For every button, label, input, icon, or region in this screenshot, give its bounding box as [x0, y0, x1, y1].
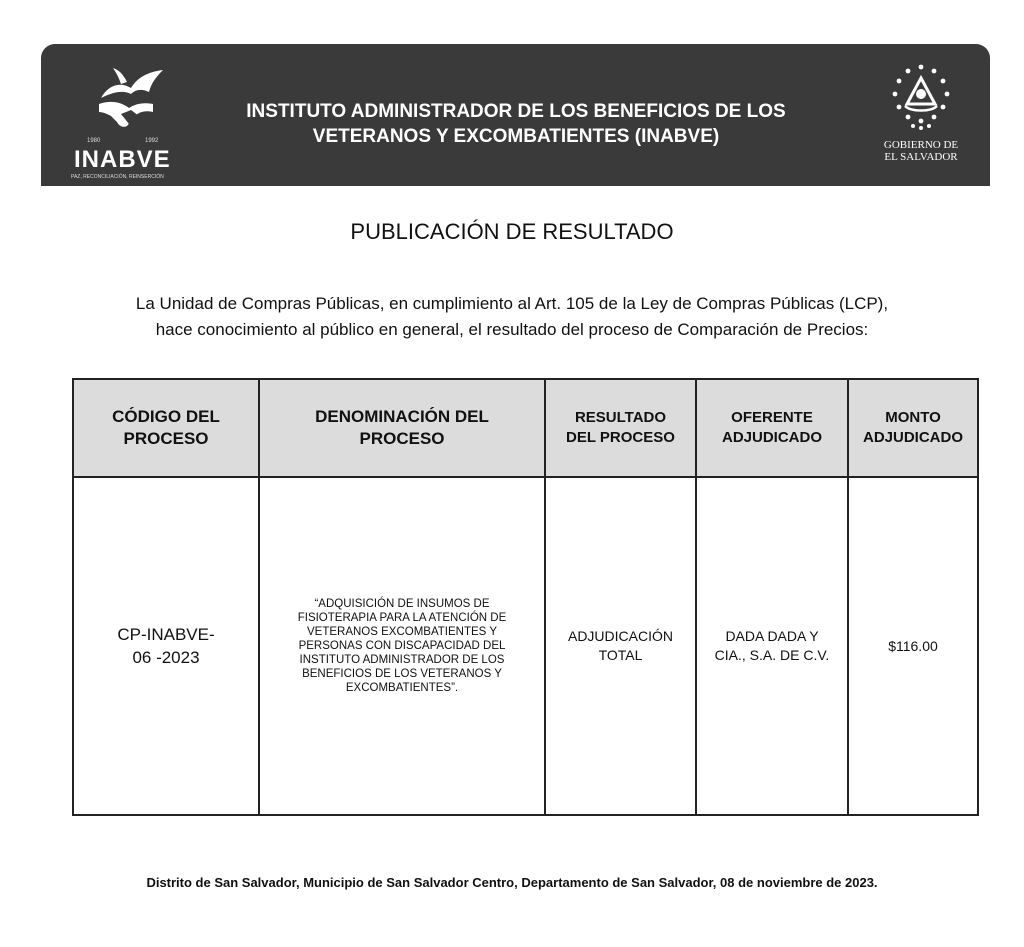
- intro-paragraph: [40, 291, 984, 343]
- cell-oferente: DADA DADA Y CIA., S.A. DE C.V.: [696, 477, 848, 815]
- institution-title: INSTITUTO ADMINISTRADOR DE LOS BENEFICIOS DE LOS VETERANOS Y EXCOMBATIENTES (INABVE): [246, 101, 786, 147]
- inabve-logo: [71, 60, 193, 180]
- cell-codigo: CP-INABVE- 06 -2023: [73, 477, 259, 815]
- cell-monto: $116.00: [848, 477, 978, 815]
- footer-location-date: Distrito de San Salvador, Municipio de San Salvador Centro, Departamento de San Salvador, 08 de noviembre de 2023.: [146, 875, 878, 890]
- logo-name: INABVE: [74, 146, 171, 173]
- col-codigo-header: CÓDIGO DEL PROCESO: [73, 379, 259, 477]
- coat-of-arms-icon: [881, 62, 961, 136]
- dove-handshake-icon: [91, 64, 171, 136]
- col-denominacion-header: DENOMINACIÓN DEL PROCESO: [259, 379, 545, 477]
- gov-line-2: EL SALVADOR: [884, 151, 958, 163]
- cell-denominacion: “ADQUISICIÓN DE INSUMOS DE FISIOTERAPIA PARA LA ATENCIÓN DE VETERANOS EXCOMBATIENTES Y PERSONAS CON DISCAPACIDAD DEL INSTITUTO ADMINISTRADOR DE LOS BENEFICIOS DE LOS VETERANOS Y EXCOMBATIENTES”.: [259, 477, 545, 815]
- cell-resultado: ADJUDICACIÓN TOTAL: [545, 477, 696, 815]
- col-oferente-header: OFERENTE ADJUDICADO: [696, 379, 848, 477]
- intro-line-2: hace conocimiento al público en general, el resultado del proceso de Comparación de Precios:: [155, 320, 869, 339]
- gobierno-logo: [871, 62, 971, 174]
- logo-tagline: PAZ, RECONCILIACIÓN, REINSERCIÓN: [71, 174, 164, 180]
- logo-year-end: 1992: [145, 138, 159, 144]
- intro-line-1: La Unidad de Compras Públicas, en cumplimiento al Art. 105 de la Ley de Compras Públicas (LCP),: [135, 294, 889, 313]
- table-row: [73, 477, 978, 815]
- logo-year-start: 1980: [87, 138, 101, 144]
- document-title: PUBLICACIÓN DE RESULTADO: [350, 219, 674, 244]
- col-resultado-header: RESULTADO DEL PROCESO: [545, 379, 696, 477]
- table-header-row: [73, 379, 978, 477]
- gov-line-1: GOBIERNO DE: [883, 139, 959, 151]
- col-monto-header: MONTO ADJUDICADO: [848, 379, 978, 477]
- results-table: [72, 378, 979, 816]
- header-banner: [41, 44, 990, 186]
